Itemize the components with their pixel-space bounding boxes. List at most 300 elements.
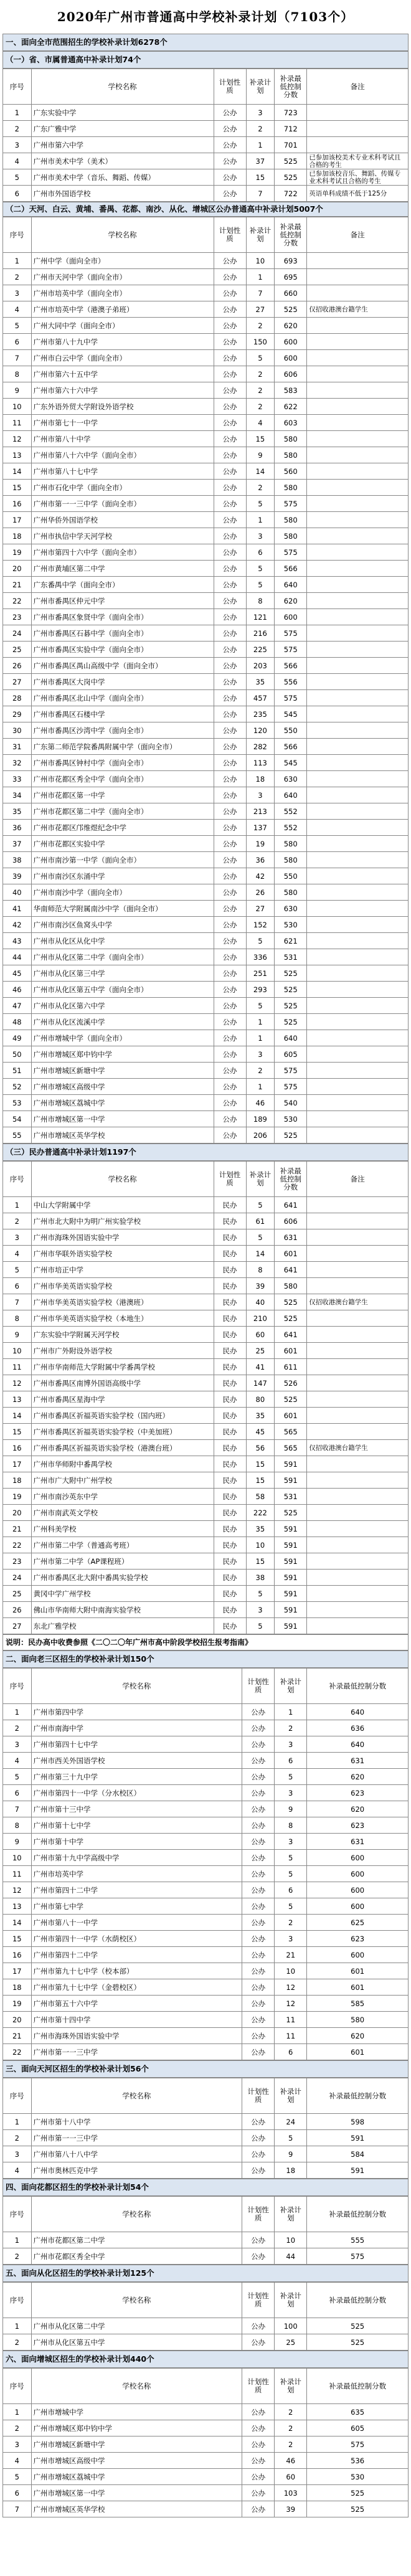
table-row: [3, 366, 409, 382]
cell-count: 9: [275, 2146, 307, 2162]
cell-note: [307, 836, 409, 852]
cell-count: 44: [275, 2248, 307, 2265]
cell-score: 550: [275, 722, 307, 739]
table-header-row: [3, 217, 409, 253]
cell-no: 28: [3, 690, 32, 706]
cell-school: 广州市花都区邝维煜纪念中学: [31, 820, 214, 836]
cell-school: 广州市第四中学: [31, 1704, 242, 1720]
table-row: [3, 1963, 409, 1979]
cell-count: 113: [246, 755, 275, 771]
cell-count: 2: [246, 399, 275, 415]
cell-score: 545: [275, 706, 307, 722]
cell-score: 580: [275, 447, 307, 463]
cell-no: 13: [3, 1898, 32, 1915]
cell-score: 525: [275, 965, 307, 982]
table-row: [3, 1375, 409, 1391]
cell-school: 广州市增城区英华学校: [31, 1127, 214, 1144]
table-row: [3, 739, 409, 755]
cell-school: 广州市第四十一中学（分水校区）: [31, 1785, 242, 1801]
cell-count: 2: [246, 382, 275, 399]
cell-school: 广州市培正中学: [31, 1262, 214, 1278]
cell-count: 8: [246, 593, 275, 609]
table-row: [3, 528, 409, 544]
table-row: [3, 561, 409, 577]
cell-count: 21: [275, 1947, 307, 1963]
cell-score: 695: [275, 269, 307, 285]
cell-school: 广州市番禺区星海中学: [31, 1391, 214, 1408]
cell-count: 235: [246, 706, 275, 722]
cell-nature: 公办: [242, 1720, 275, 1736]
cell-note: [307, 1618, 409, 1634]
cell-note: [307, 1197, 409, 1213]
cell-nature: 公办: [242, 1947, 275, 1963]
cell-note: [307, 820, 409, 836]
cell-note: [307, 285, 409, 301]
cell-school: 佛山市华南师大附中南海实验学校: [31, 1602, 214, 1618]
cell-score: 525: [275, 1310, 307, 1327]
cell-note: [307, 803, 409, 820]
cell-no: 50: [3, 1046, 32, 1063]
cell-no: 3: [3, 137, 32, 153]
column-header-score: 补录最低控制分数: [275, 69, 307, 105]
cell-no: 32: [3, 755, 32, 771]
cell-no: 1: [3, 2404, 32, 2420]
table-row: [3, 1030, 409, 1046]
cell-note: [307, 868, 409, 884]
cell-score: 601: [275, 1246, 307, 1262]
cell-count: 11: [275, 2028, 307, 2044]
cell-nature: 公办: [242, 1704, 275, 1720]
cell-no: 22: [3, 2044, 32, 2060]
cell-count: 3: [246, 1602, 275, 1618]
cell-nature: 公办: [214, 998, 246, 1014]
table-row: [3, 1310, 409, 1327]
cell-no: 37: [3, 836, 32, 852]
cell-no: 13: [3, 447, 32, 463]
cell-no: 21: [3, 2028, 32, 2044]
cell-nature: 公办: [242, 2012, 275, 2028]
table-row: [3, 105, 409, 121]
cell-score: 635: [307, 2404, 409, 2420]
cell-count: 45: [246, 1424, 275, 1440]
cell-score: 575: [275, 642, 307, 658]
table-row: [3, 1440, 409, 1456]
cell-score: 600: [307, 1850, 409, 1866]
cell-note: [307, 1262, 409, 1278]
table-row: [3, 1063, 409, 1079]
table-row: [3, 625, 409, 642]
cell-score: 591: [275, 1537, 307, 1553]
cell-no: 23: [3, 1553, 32, 1570]
cell-count: 12: [275, 1979, 307, 1996]
cell-no: 25: [3, 1586, 32, 1602]
cell-school: 广州市南沙区鱼窝头中学: [31, 917, 214, 933]
table-row: [3, 2469, 409, 2485]
cell-no: 14: [3, 1915, 32, 1931]
cell-count: 222: [246, 1505, 275, 1521]
cell-score: 525: [275, 1127, 307, 1144]
cell-nature: 公办: [242, 2485, 275, 2501]
cell-no: 9: [3, 1327, 32, 1343]
cell-no: 7: [3, 1294, 32, 1310]
cell-count: 10: [246, 253, 275, 269]
cell-nature: 公办: [214, 577, 246, 593]
cell-count: 5: [246, 1586, 275, 1602]
cell-school: 广东广雅中学: [31, 121, 214, 137]
cell-school: 广州市培英中学（港澳子弟班）: [31, 301, 214, 318]
cell-no: 3: [3, 2146, 32, 2162]
cell-count: 14: [246, 463, 275, 480]
cell-nature: 民办: [214, 1310, 246, 1327]
cell-no: 21: [3, 1521, 32, 1537]
cell-nature: 民办: [214, 1197, 246, 1213]
cell-note: [307, 1472, 409, 1489]
cell-score: 600: [275, 609, 307, 625]
cell-score: 712: [275, 121, 307, 137]
cell-score: 555: [307, 2232, 409, 2248]
cell-nature: 公办: [214, 105, 246, 121]
cell-count: 5: [246, 1618, 275, 1634]
cell-count: 3: [275, 1834, 307, 1850]
table-row: [3, 771, 409, 787]
cell-nature: 公办: [242, 1915, 275, 1931]
cell-school: 广州市第六十五中学: [31, 366, 214, 382]
cell-no: 44: [3, 949, 32, 965]
cell-score: 575: [275, 496, 307, 512]
cell-no: 47: [3, 998, 32, 1014]
table-part3: [2, 2078, 409, 2179]
cell-nature: 公办: [214, 496, 246, 512]
cell-score: 580: [275, 836, 307, 852]
cell-school: 广州市西关外国语学校: [31, 1753, 242, 1769]
cell-count: 2: [275, 2436, 307, 2453]
cell-no: 21: [3, 577, 32, 593]
cell-nature: 公办: [214, 169, 246, 186]
cell-count: 189: [246, 1111, 275, 1127]
cell-score: 600: [275, 350, 307, 366]
table-row: [3, 1753, 409, 1769]
cell-nature: 公办: [242, 1834, 275, 1850]
cell-nature: 公办: [242, 2453, 275, 2469]
cell-score: 580: [275, 1278, 307, 1294]
cell-no: 2: [3, 121, 32, 137]
cell-note: [307, 965, 409, 982]
cell-no: 35: [3, 803, 32, 820]
table-row: [3, 949, 409, 965]
column-header-no: 序号: [3, 1669, 32, 1704]
cell-no: 46: [3, 982, 32, 998]
table-row: [3, 1111, 409, 1127]
column-header-no: 序号: [3, 69, 32, 105]
cell-no: 34: [3, 787, 32, 803]
cell-nature: 公办: [242, 1963, 275, 1979]
cell-note: [307, 1310, 409, 1327]
table-row: [3, 1505, 409, 1521]
cell-nature: 民办: [214, 1213, 246, 1229]
cell-count: 25: [246, 1343, 275, 1359]
cell-count: 15: [246, 1472, 275, 1489]
table-row: [3, 1197, 409, 1213]
cell-note: [307, 463, 409, 480]
cell-no: 17: [3, 512, 32, 528]
cell-school: 广州市第二中学（AP课程班）: [31, 1553, 214, 1570]
cell-school: 中山大学附属中学: [31, 1197, 214, 1213]
cell-score: 591: [275, 1472, 307, 1489]
cell-nature: 公办: [214, 917, 246, 933]
cell-no: 2: [3, 2248, 32, 2265]
cell-note: [307, 1602, 409, 1618]
cell-note: [307, 739, 409, 755]
column-header-school: 学校名称: [31, 69, 214, 105]
cell-count: 35: [246, 674, 275, 690]
section-title-part1: 一、面向全市范围招生的学校补录计划6278个: [2, 34, 409, 51]
cell-count: 25: [275, 2334, 307, 2351]
cell-school: 广州市番禺区祈福英语实验学校（中美加班）: [31, 1424, 214, 1440]
cell-no: 31: [3, 739, 32, 755]
cell-nature: 民办: [214, 1602, 246, 1618]
cell-count: 6: [246, 544, 275, 561]
cell-nature: 公办: [214, 318, 246, 334]
cell-nature: 公办: [214, 739, 246, 755]
cell-no: 16: [3, 496, 32, 512]
cell-school: 广州市增城中学: [31, 2404, 242, 2420]
table-header-row: [3, 2369, 409, 2404]
cell-no: 19: [3, 544, 32, 561]
cell-nature: 公办: [242, 1817, 275, 1834]
cell-no: 52: [3, 1079, 32, 1095]
cell-school: 广州市华美英语实验学校（本地生）: [31, 1310, 214, 1327]
cell-school: 广州市培英中学（面向全市）: [31, 285, 214, 301]
cell-count: 3: [275, 1736, 307, 1753]
cell-school: 广州市南武英文学校: [31, 1505, 214, 1521]
table-row: [3, 1229, 409, 1246]
cell-count: 15: [246, 431, 275, 447]
cell-school: 华南师范大学附属南沙中学（面向全市）: [31, 901, 214, 917]
table-row: [3, 350, 409, 366]
cell-score: 591: [275, 1618, 307, 1634]
cell-school: 广州市第六中学: [31, 137, 214, 153]
cell-no: 20: [3, 2012, 32, 2028]
cell-nature: 公办: [214, 137, 246, 153]
cell-count: 61: [246, 1213, 275, 1229]
table-row: [3, 2114, 409, 2130]
table-row: [3, 544, 409, 561]
cell-nature: 公办: [214, 561, 246, 577]
cell-school: 广州市白云中学（面向全市）: [31, 350, 214, 366]
cell-note: [307, 1570, 409, 1586]
cell-note: [307, 625, 409, 642]
cell-note: [307, 901, 409, 917]
cell-school: 广州市第十三中学: [31, 1801, 242, 1817]
section-title-part2: 二、面向老三区招生的学校补录计划150个: [2, 1650, 409, 1668]
cell-note: [307, 431, 409, 447]
cell-count: 2: [246, 480, 275, 496]
column-header-count: 补录计划: [246, 217, 275, 253]
cell-school: 广州市第四十二中学: [31, 1947, 242, 1963]
cell-score: 660: [275, 285, 307, 301]
table-row: [3, 1278, 409, 1294]
cell-count: 8: [246, 1262, 275, 1278]
cell-nature: 公办: [214, 1063, 246, 1079]
cell-count: 15: [246, 169, 275, 186]
cell-count: 225: [246, 642, 275, 658]
cell-count: 8: [275, 1817, 307, 1834]
cell-nature: 民办: [214, 1359, 246, 1375]
cell-nature: 公办: [214, 415, 246, 431]
table-header-row: [3, 2078, 409, 2114]
cell-score: 580: [307, 2012, 409, 2028]
cell-count: 210: [246, 1310, 275, 1327]
cell-count: 3: [275, 1785, 307, 1801]
cell-note: [307, 1408, 409, 1424]
column-header-note: 备注: [307, 69, 409, 105]
cell-nature: 公办: [214, 431, 246, 447]
cell-nature: 公办: [214, 884, 246, 901]
cell-nature: 公办: [214, 690, 246, 706]
cell-school: 广州华侨外国语学校: [31, 512, 214, 528]
table-row: [3, 1391, 409, 1408]
cell-no: 10: [3, 1343, 32, 1359]
cell-no: 16: [3, 1440, 32, 1456]
cell-no: 40: [3, 884, 32, 901]
cell-school: 广州市黄埔区第二中学: [31, 561, 214, 577]
cell-nature: 公办: [214, 658, 246, 674]
table-row: [3, 1586, 409, 1602]
cell-nature: 公办: [214, 1111, 246, 1127]
cell-note: [307, 366, 409, 382]
cell-school: 广州市增城区英华学校: [31, 2501, 242, 2517]
cell-nature: 民办: [214, 1408, 246, 1424]
table-row: [3, 1213, 409, 1229]
cell-nature: 民办: [214, 1586, 246, 1602]
cell-note: [307, 755, 409, 771]
cell-school: 广州市第四十一中学（水荫校区）: [31, 1931, 242, 1947]
column-header-count: 补录计划: [275, 1669, 307, 1704]
cell-nature: 公办: [214, 1046, 246, 1063]
cell-note: [307, 1553, 409, 1570]
cell-no: 3: [3, 285, 32, 301]
cell-no: 8: [3, 1817, 32, 1834]
table-row: [3, 642, 409, 658]
cell-school: 广州市第七十一中学: [31, 415, 214, 431]
cell-count: 1: [246, 1030, 275, 1046]
column-header-count: 补录计划: [275, 2283, 307, 2318]
cell-no: 51: [3, 1063, 32, 1079]
cell-nature: 公办: [214, 706, 246, 722]
cell-score: 525: [307, 2334, 409, 2351]
table-row: [3, 868, 409, 884]
cell-score: 580: [275, 884, 307, 901]
cell-school: 广州市番禺区石碁中学（面向全市）: [31, 625, 214, 642]
table-row: [3, 690, 409, 706]
table-row: [3, 382, 409, 399]
cell-nature: 公办: [214, 463, 246, 480]
cell-score: 600: [307, 1898, 409, 1915]
cell-score: 591: [275, 1586, 307, 1602]
cell-note: [307, 382, 409, 399]
cell-count: 5: [246, 1197, 275, 1213]
table-row: [3, 447, 409, 463]
cell-score: 575: [275, 625, 307, 642]
cell-score: 525: [275, 1391, 307, 1408]
column-header-school: 学校名称: [31, 2283, 242, 2318]
cell-note: [307, 1391, 409, 1408]
cell-score: 631: [275, 1229, 307, 1246]
cell-score: 580: [275, 528, 307, 544]
table-row: [3, 1553, 409, 1570]
cell-school: 广州市番禺区仲元中学: [31, 593, 214, 609]
cell-nature: 民办: [214, 1262, 246, 1278]
cell-count: 40: [246, 1294, 275, 1310]
table-row: [3, 1801, 409, 1817]
cell-score: 620: [275, 593, 307, 609]
table-row: [3, 820, 409, 836]
cell-note: [307, 1424, 409, 1440]
cell-count: 18: [246, 771, 275, 787]
cell-no: 14: [3, 463, 32, 480]
cell-score: 536: [307, 2453, 409, 2469]
cell-score: 566: [275, 739, 307, 755]
table-row: [3, 1472, 409, 1489]
table-header-row: [3, 69, 409, 105]
cell-score: 580: [275, 480, 307, 496]
cell-no: 9: [3, 1834, 32, 1850]
cell-school: 广州市第五十六中学: [31, 1996, 242, 2012]
table-row: [3, 1570, 409, 1586]
table-row: [3, 1769, 409, 1785]
cell-score: 585: [307, 1996, 409, 2012]
cell-school: 广州市从化区第五中学: [31, 2334, 242, 2351]
cell-score: 580: [275, 852, 307, 868]
cell-note: 仅招收港澳台籍学生: [307, 1440, 409, 1456]
cell-school: 广州市第一一三中学: [31, 2044, 242, 2060]
cell-score: 591: [275, 1570, 307, 1586]
cell-score: 591: [275, 1456, 307, 1472]
table-row: [3, 1996, 409, 2012]
cell-school: 广东外语外贸大学附设外语学校: [31, 399, 214, 415]
table-row: [3, 1521, 409, 1537]
cell-count: 5: [275, 2130, 307, 2146]
cell-note: [307, 269, 409, 285]
cell-school: 广州市番禺区象贤中学（面向全市）: [31, 609, 214, 625]
cell-no: 20: [3, 561, 32, 577]
cell-school: 广州市番禺区北大附中番禺实验学校: [31, 1570, 214, 1586]
cell-note: [307, 1505, 409, 1521]
cell-count: 293: [246, 982, 275, 998]
cell-school: 广州市第十八中学: [31, 2114, 242, 2130]
cell-count: 457: [246, 690, 275, 706]
cell-note: [307, 1079, 409, 1095]
cell-school: 广州市花都区第一中学: [31, 787, 214, 803]
table-row: [3, 1618, 409, 1634]
cell-nature: 民办: [214, 1424, 246, 1440]
column-header-count: 补录计划: [246, 69, 275, 105]
cell-nature: 公办: [242, 2232, 275, 2248]
cell-no: 2: [3, 1720, 32, 1736]
cell-no: 49: [3, 1030, 32, 1046]
cell-score: 575: [307, 2248, 409, 2265]
cell-score: 591: [307, 2130, 409, 2146]
table-row: [3, 1127, 409, 1144]
table-row: [3, 121, 409, 137]
cell-school: 广州市番禺区沙湾中学（面向全市）: [31, 722, 214, 739]
cell-no: 2: [3, 2334, 32, 2351]
table-row: [3, 415, 409, 431]
table-part6: [2, 2368, 409, 2517]
table-row: [3, 153, 409, 169]
cell-score: 636: [307, 1720, 409, 1736]
cell-score: 584: [307, 2146, 409, 2162]
